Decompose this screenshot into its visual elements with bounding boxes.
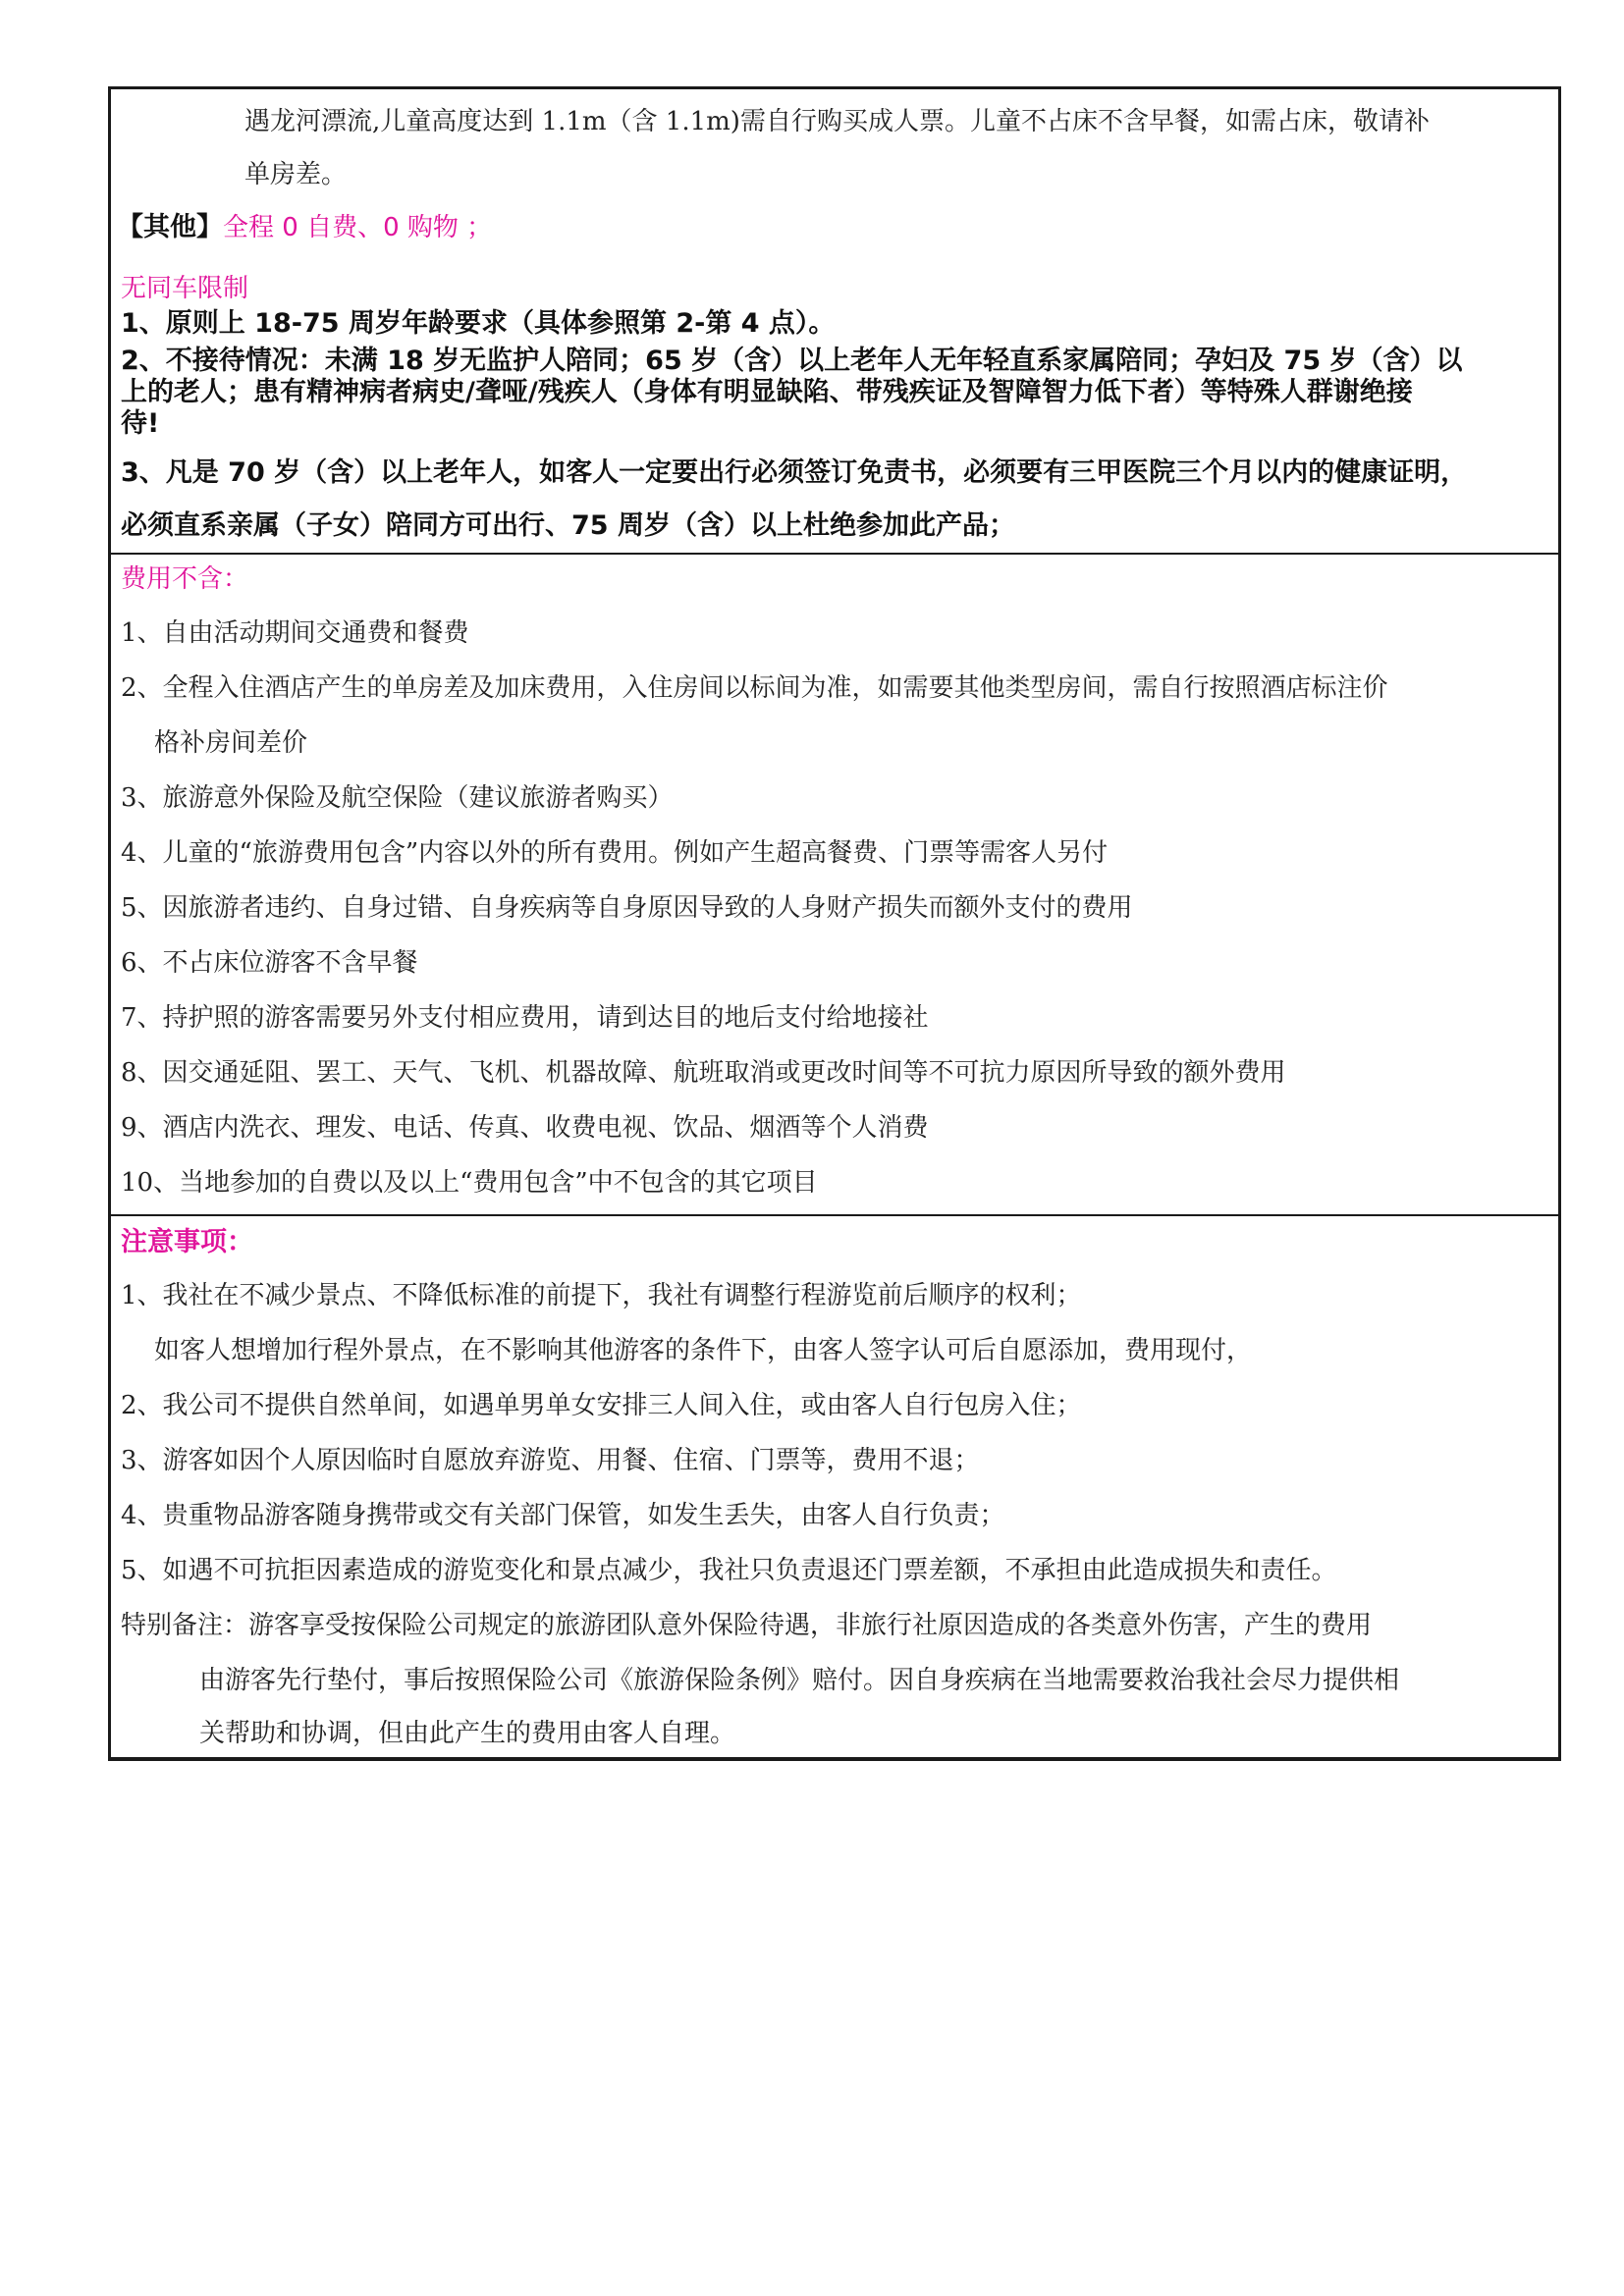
- child-policy-line-1: 遇龙河漂流,儿童高度达到 1.1m（含 1.1m)需自行购买成人票。儿童不占床不含早餐，如需占床，敬请补: [244, 107, 1430, 136]
- excluded-item-1: 1、自由活动期间交通费和餐费: [121, 618, 469, 648]
- notes-item-1-line-2: 如客人想增加行程外景点，在不影响其他游客的条件下，由客人签字认可后自愿添加，费用现付，: [154, 1336, 1253, 1365]
- notes-title: 注意事项：: [121, 1227, 253, 1257]
- notes-item-4: 4、贵重物品游客随身携带或交有关部门保管，如发生丢失，由客人自行负责；: [121, 1501, 1005, 1530]
- excluded-item-4: 4、儿童的“旅游费用包含”内容以外的所有费用。例如产生超高餐费、门票等需客人另付: [121, 838, 1109, 868]
- excluded-item-7: 7、持护照的游客需要另外支付相应费用，请到达目的地后支付给地接社: [121, 1003, 929, 1033]
- other-value: 全程 0 自费、0 购物 ；: [223, 213, 493, 242]
- notes-item-3: 3、游客如因个人原因临时自愿放弃游览、用餐、住宿、门票等，费用不退；: [121, 1446, 980, 1475]
- special-note-line-3: 关帮助和协调，但由此产生的费用由客人自理。: [199, 1719, 736, 1748]
- excluded-item-3: 3、旅游意外保险及航空保险（建议旅游者购买）: [121, 783, 674, 813]
- section-other: [111, 89, 1558, 553]
- section-fees-excluded: [111, 555, 1558, 1222]
- excluded-item-6: 6、不占床位游客不含早餐: [121, 948, 418, 978]
- excluded-item-5: 5、因旅游者违约、自身过错、自身疾病等自身原因导致的人身财产损失而额外支付的费用: [121, 893, 1133, 923]
- excluded-item-2-line-2: 格补房间差价: [154, 728, 308, 758]
- excluded-item-2-line-1: 2、全程入住酒店产生的单房差及加床费用，入住房间以标间为准，如需要其他类型房间，需自行按照酒店标注价: [121, 673, 1388, 703]
- section-notes: [111, 1216, 1558, 1754]
- other-label: 【其他】: [117, 212, 223, 242]
- notes-item-2: 2、我公司不提供自然单间，如遇单男单女安排三人间入住，或由客人自行包房入住；: [121, 1391, 1082, 1420]
- age-rule-3-line-1: 3、凡是 70 岁（含）以上老年人，如客人一定要出行必须签订免责书，必须要有三甲医院三个月以内的健康证明，: [121, 457, 1468, 488]
- notes-item-5: 5、如遇不可抗拒因素造成的游览变化和景点减少，我社只负责退还门票差额，不承担由此造成损失和责任。: [121, 1556, 1337, 1585]
- excluded-item-8: 8、因交通延阻、罢工、天气、飞机、机器故障、航班取消或更改时间等不可抗力原因所导致的额外费用: [121, 1058, 1286, 1088]
- age-rule-2-line-3: 待!: [121, 408, 160, 439]
- no-restriction-label: 无同车限制: [121, 274, 249, 303]
- age-rule-2-line-1: 2、不接待情况：未满 18 岁无监护人陪同；65 岁（含）以上老年人无年轻直系家属陪同；孕妇及 75 岁（含）以: [121, 346, 1463, 376]
- age-rule-2-line-2: 上的老人；患有精神病者病史/聋哑/残疾人（身体有明显缺陷、带残疾证及智障智力低下者）等特殊人群谢绝接: [121, 377, 1413, 407]
- special-note-line-1: 特别备注：游客享受按保险公司规定的旅游团队意外保险待遇，非旅行社原因造成的各类意外伤害，产生的费用: [121, 1611, 1373, 1640]
- excluded-item-9: 9、酒店内洗衣、理发、电话、传真、收费电视、饮品、烟酒等个人消费: [121, 1113, 929, 1143]
- notes-item-1-line-1: 1、我社在不减少景点、不降低标准的前提下，我社有调整行程游览前后顺序的权利；: [121, 1281, 1082, 1310]
- excluded-item-10: 10、当地参加的自费以及以上“费用包含”中不包含的其它项目: [121, 1168, 818, 1198]
- other-row: [117, 211, 492, 244]
- age-rule-1: 1、原则上 18-75 周岁年龄要求（具体参照第 2-第 4 点）。: [121, 308, 836, 339]
- age-rule-3-line-2: 必须直系亲属（子女）陪同方可出行、75 周岁（含）以上杜绝参加此产品；: [121, 510, 1015, 541]
- child-policy-line-2: 单房差。: [244, 160, 348, 189]
- fees-excluded-title: 费用不含：: [121, 564, 249, 594]
- content-table: [108, 86, 1561, 1761]
- special-note-line-2: 由游客先行垫付，事后按照保险公司《旅游保险条例》赔付。因自身疾病在当地需要救治我社会尽力提供相: [199, 1666, 1400, 1695]
